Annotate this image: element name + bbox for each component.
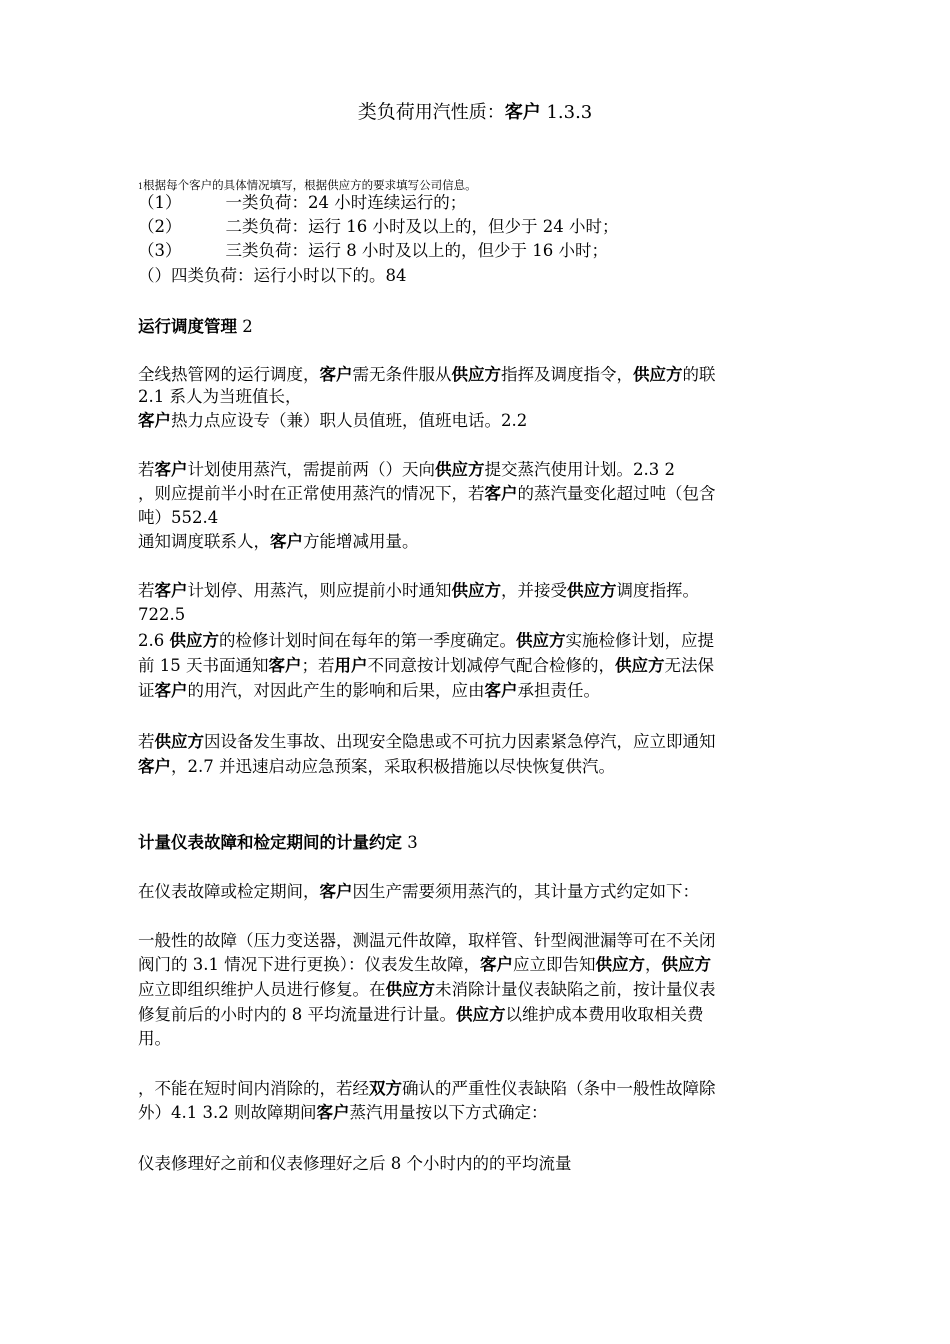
paragraph-line: [138, 459, 675, 481]
page-title: [0, 100, 950, 125]
footnote-text: 根据每个客户的具体情况填写，根据供应方的要求填写公司信息。: [143, 178, 477, 192]
bold-run: 供应方: [567, 581, 617, 600]
bold-run: 客户: [484, 681, 518, 700]
bold-run: 供应方: [451, 581, 501, 600]
text-run: 在仪表故障或检定期间，: [138, 882, 320, 901]
bold-run: 供应方: [456, 1005, 506, 1024]
text-run: 若: [138, 581, 155, 600]
footnote-mark: 1: [138, 182, 144, 191]
text-run: 因生产需要须用蒸汽的，其计量方式约定如下：: [352, 882, 699, 901]
bold-run: 客户: [154, 681, 188, 700]
text-run: 需无条件服从: [352, 365, 452, 384]
text-run: 通知调度联系人，: [138, 532, 270, 551]
text-run: 若: [138, 460, 155, 479]
text-run: 确认的严重性仪表缺陷（条中一般性故障除: [402, 1079, 716, 1098]
paragraph-line: [138, 410, 527, 432]
text-run: ，: [644, 955, 662, 974]
text-run: 的联: [682, 365, 716, 384]
bold-run: 客户: [154, 460, 188, 479]
list-item: [138, 192, 466, 214]
paragraph-line: [138, 580, 699, 602]
text-run: 提交蒸汽使用计划。2.3 2: [484, 460, 675, 479]
paragraph-line: 一般性的故障（压力变送器，测温元件故障，取样管、针型阀泄漏等可在不关闭: [138, 931, 716, 950]
text-run: 的蒸汽量变化超过吨（包含: [517, 484, 716, 503]
paragraph-line: [138, 630, 714, 652]
paragraph-line: [138, 531, 419, 553]
text-run: 应立即组织维护人员进行修复。在: [138, 980, 386, 999]
list-text: 一类负荷：24 小时连续运行的；: [225, 193, 467, 212]
text-run: 未消除计量仪表缺陷之前，按计量仪表: [435, 980, 716, 999]
list-text: 二类负荷：运行 16 小时及以上的，但少于 24 小时；: [225, 217, 619, 236]
title-bold: 客户: [504, 102, 541, 123]
bold-run: 客户: [484, 484, 518, 503]
bold-run: 供应方: [661, 955, 711, 974]
bold-run: 供应方: [451, 365, 501, 384]
section-heading: [138, 316, 253, 338]
text-run: 承担责任。: [517, 681, 600, 700]
text-run: 以维护成本费用收取相关费: [505, 1005, 704, 1024]
heading-number: 2: [237, 317, 253, 336]
list-item: [138, 240, 608, 262]
text-run: 外）4.1 3.2 则故障期间: [138, 1103, 317, 1122]
text-run: 计划停、用蒸汽，则应提前小时通知: [187, 581, 452, 600]
text-run: 调度指挥。: [616, 581, 699, 600]
text-run: 热力点应设专（兼）职人员值班，值班电话。2.2: [171, 411, 528, 430]
paragraph-line: 722.5: [138, 605, 186, 624]
paragraph-line: [138, 655, 714, 677]
bold-run: 客户: [270, 532, 303, 551]
heading-text: 运行调度管理: [138, 317, 237, 336]
list-num: （1）: [138, 193, 182, 212]
title-num: 1.3.3: [540, 102, 593, 123]
text-run: 2.6: [138, 631, 170, 650]
bold-run: 供应方: [633, 365, 683, 384]
paragraph-line: [138, 881, 699, 903]
list-item: （）四类负荷：运行小时以下的。84: [138, 266, 407, 285]
bold-run: 双方: [369, 1079, 402, 1098]
text-run: 前 15 天书面通知: [138, 656, 269, 675]
text-run: 修复前后的小时内的 8 平均流量进行计量。: [138, 1005, 456, 1024]
text-run: 计划使用蒸汽，需提前两（）天向: [187, 460, 435, 479]
text-run: 的用汽，对因此产生的影响和后果，应由: [187, 681, 485, 700]
paragraph-line: 吨）552.4: [138, 508, 219, 527]
text-run: 证: [138, 681, 155, 700]
paragraph-line: [138, 731, 716, 753]
bold-run: 供应方: [435, 460, 485, 479]
text-run: 的检修计划时间在每年的第一季度确定。: [219, 631, 516, 650]
bold-run: 客户: [268, 656, 302, 675]
paragraph-line: [138, 364, 716, 386]
paragraph-line: [138, 1102, 547, 1124]
bold-run: 用户: [334, 656, 368, 675]
text-run: ，则应提前半小时在正常使用蒸汽的情况下，若: [138, 484, 485, 503]
text-run: 全线热管网的运行调度，: [138, 365, 320, 384]
list-num: （3）: [138, 241, 182, 260]
paragraph-line: [138, 1004, 704, 1026]
list-item: [138, 216, 618, 238]
text-run: 若: [138, 732, 155, 751]
paragraph-line: [138, 954, 711, 976]
text-run: ，不能在短时间内消除的，若经: [138, 1079, 369, 1098]
text-run: 无法保: [664, 656, 714, 675]
bold-run: 客户: [154, 581, 188, 600]
text-run: 方能增减用量。: [303, 532, 419, 551]
text-run: 不同意按计划减停气配合检修的，: [367, 656, 615, 675]
text-run: 因设备发生事故、出现安全隐患或不可抗力因素紧急停汽，应立即通知: [204, 732, 716, 751]
paragraph-line: 用。: [138, 1029, 171, 1048]
paragraph-line: [138, 979, 716, 1001]
text-run: ，2.7 并迅速启动应急预案，采取积极措施以尽快恢复供汽。: [171, 757, 615, 776]
list-num: （2）: [138, 217, 182, 236]
bold-run: 供应方: [154, 732, 204, 751]
bold-run: 供应方: [385, 980, 435, 999]
text-run: ；若: [301, 656, 335, 675]
bold-run: 客户: [479, 955, 513, 974]
list-text: 三类负荷：运行 8 小时及以上的，但少于 16 小时；: [225, 241, 608, 260]
paragraph-line: [138, 1078, 716, 1100]
bold-run: 客户: [138, 411, 171, 430]
paragraph-line: [138, 680, 600, 702]
section-heading: [138, 832, 418, 854]
paragraph-line: 2.1 系人为当班值长，: [138, 387, 302, 406]
heading-text: 计量仪表故障和检定期间的计量约定: [138, 833, 402, 852]
bold-run: 客户: [319, 365, 353, 384]
bold-run: 供应方: [615, 656, 665, 675]
text-run: ，并接受: [501, 581, 567, 600]
bold-run: 客户: [319, 882, 353, 901]
text-run: 实施检修计划，应提: [565, 631, 714, 650]
text-run: 应立即告知: [512, 955, 596, 974]
heading-number: 3: [402, 833, 418, 852]
bold-run: 供应方: [169, 631, 219, 650]
text-run: 蒸汽用量按以下方式确定：: [349, 1103, 548, 1122]
bold-run: 供应方: [516, 631, 566, 650]
paragraph-line: [138, 483, 716, 505]
paragraph-line: 仪表修理好之前和仪表修理好之后 8 个小时内的的平均流量: [138, 1154, 572, 1173]
title-rest: 用汽性质：: [414, 102, 505, 123]
text-run: 阀门的 3.1 情况下进行更换）：仪表发生故障，: [138, 955, 480, 974]
bold-run: 供应方: [595, 955, 645, 974]
title-prefix: 类负荷: [357, 101, 415, 123]
bold-run: 客户: [316, 1103, 350, 1122]
paragraph-line: [138, 756, 615, 778]
text-run: 指挥及调度指令，: [501, 365, 633, 384]
bold-run: 客户: [138, 757, 171, 776]
